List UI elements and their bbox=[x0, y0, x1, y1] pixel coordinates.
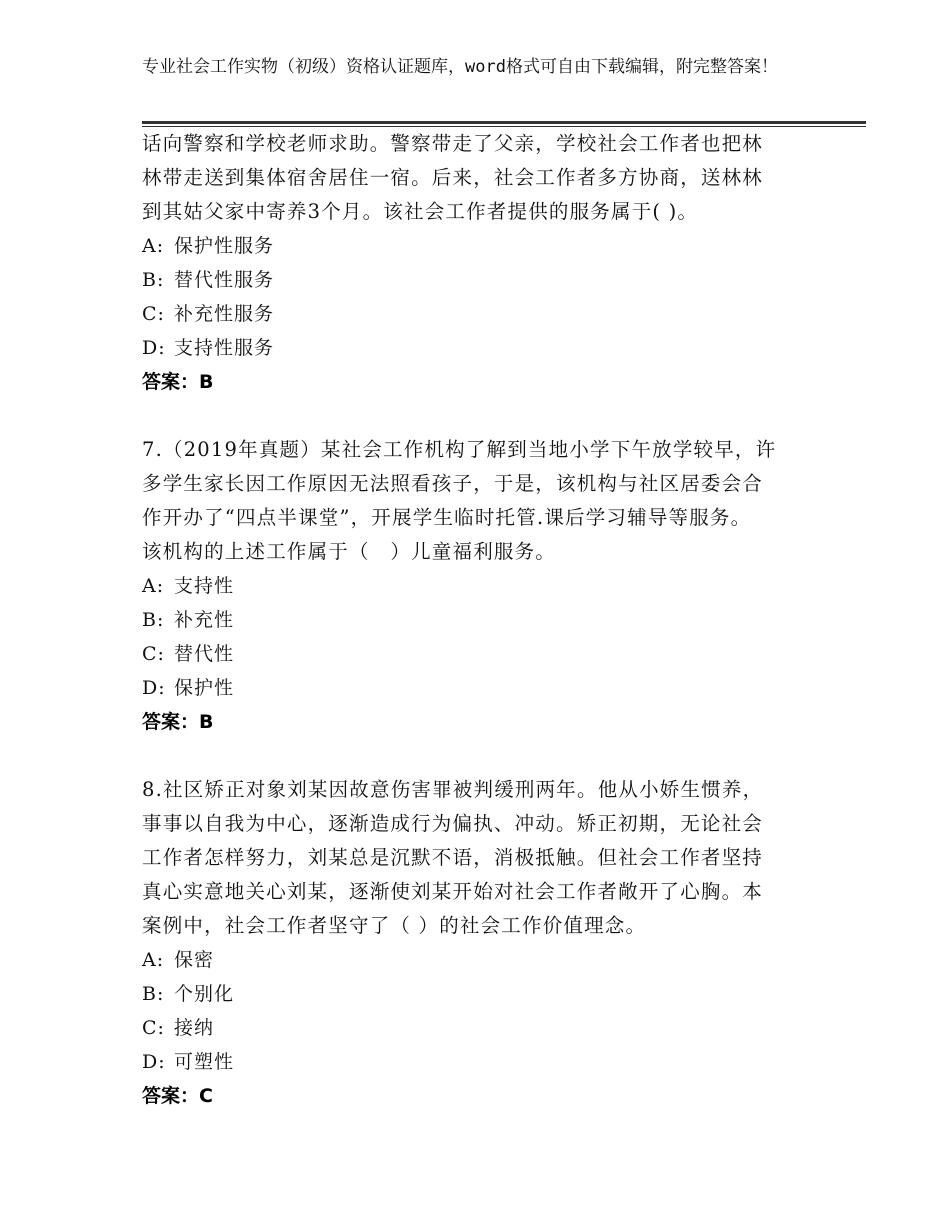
question-stem-line: 多学生家长因工作原因无法照看孩子，于是，该机构与社区居委会合 bbox=[142, 472, 764, 495]
answer-line: 答案：B bbox=[142, 711, 214, 733]
question-stem-line: 8.社区矫正对象刘某因故意伤害罪被判缓刑两年。他从小娇生惯养， bbox=[142, 778, 764, 801]
question-stem-line: 林带走送到集体宿舍居住一宿。后来，社会工作者多方协商，送林林 bbox=[142, 166, 764, 189]
option-letter: C: bbox=[142, 303, 165, 325]
option-text: 支持性 bbox=[174, 575, 235, 597]
question-block bbox=[142, 433, 802, 739]
option-letter: A: bbox=[142, 575, 165, 597]
question-stem-line: 话向警察和学校老师求助。警察带走了父亲，学校社会工作者也把林 bbox=[142, 132, 764, 155]
question-stem-line: 作开办了“四点半课堂”，开展学生临时托管.课后学习辅导等服务。 bbox=[142, 506, 752, 529]
question-stem-line: 工作者怎样努力，刘某总是沉默不语，消极抵触。但社会工作者坚持 bbox=[142, 846, 764, 869]
question-spacer bbox=[142, 739, 802, 773]
option-letter: C: bbox=[142, 1017, 165, 1039]
question-stem-line: 事事以自我为中心，逐渐造成行为偏执、冲动。矫正初期，无论社会 bbox=[142, 812, 764, 835]
header-divider bbox=[142, 121, 866, 124]
option-letter: B: bbox=[142, 609, 165, 631]
question-spacer bbox=[142, 399, 802, 433]
option-c bbox=[142, 297, 802, 331]
option-text: 补充性服务 bbox=[174, 303, 275, 325]
option-b bbox=[142, 263, 802, 297]
option-letter: B: bbox=[142, 269, 165, 291]
answer-line: 答案：C bbox=[142, 1085, 213, 1107]
option-a bbox=[142, 943, 802, 977]
question-stem-line: 案例中，社会工作者坚守了（ ）的社会工作价值理念。 bbox=[142, 914, 647, 937]
option-text: 支持性服务 bbox=[174, 337, 275, 359]
option-letter: C: bbox=[142, 643, 165, 665]
option-letter: D: bbox=[142, 337, 166, 359]
question-stem-line: 该机构的上述工作属于（ ）儿童福利服务。 bbox=[142, 540, 557, 563]
option-a bbox=[142, 229, 802, 263]
option-letter: A: bbox=[142, 235, 165, 257]
question-block bbox=[142, 127, 802, 399]
document-body bbox=[142, 127, 802, 1113]
option-letter: D: bbox=[142, 1051, 166, 1073]
option-text: 保密 bbox=[174, 949, 215, 971]
option-text: 可塑性 bbox=[174, 1051, 235, 1073]
option-text: 保护性 bbox=[174, 677, 235, 699]
question-stem-line: 真心实意地关心刘某，逐渐使刘某开始对社会工作者敞开了心胸。本 bbox=[142, 880, 764, 903]
option-text: 替代性 bbox=[174, 643, 235, 665]
option-d bbox=[142, 331, 802, 365]
answer-line: 答案：B bbox=[142, 371, 214, 393]
option-c bbox=[142, 637, 802, 671]
option-a bbox=[142, 569, 802, 603]
option-text: 保护性服务 bbox=[174, 235, 275, 257]
option-c bbox=[142, 1011, 802, 1045]
option-d bbox=[142, 1045, 802, 1079]
option-b bbox=[142, 977, 802, 1011]
option-letter: D: bbox=[142, 677, 166, 699]
option-d bbox=[142, 671, 802, 705]
option-text: 替代性服务 bbox=[174, 269, 275, 291]
option-text: 补充性 bbox=[174, 609, 235, 631]
option-letter: A: bbox=[142, 949, 165, 971]
option-text: 个别化 bbox=[174, 983, 235, 1005]
question-block bbox=[142, 773, 802, 1113]
question-stem-line: 7.（2019年真题）某社会工作机构了解到当地小学下午放学较早，许 bbox=[142, 438, 777, 461]
option-letter: B: bbox=[142, 983, 165, 1005]
option-text: 接纳 bbox=[174, 1017, 215, 1039]
option-b bbox=[142, 603, 802, 637]
question-stem-line: 到其姑父家中寄养3个月。该社会工作者提供的服务属于( )。 bbox=[142, 200, 699, 223]
document-header: 专业社会工作实物（初级）资格认证题库，word格式可自由下载编辑，附完整答案！ bbox=[142, 57, 778, 77]
